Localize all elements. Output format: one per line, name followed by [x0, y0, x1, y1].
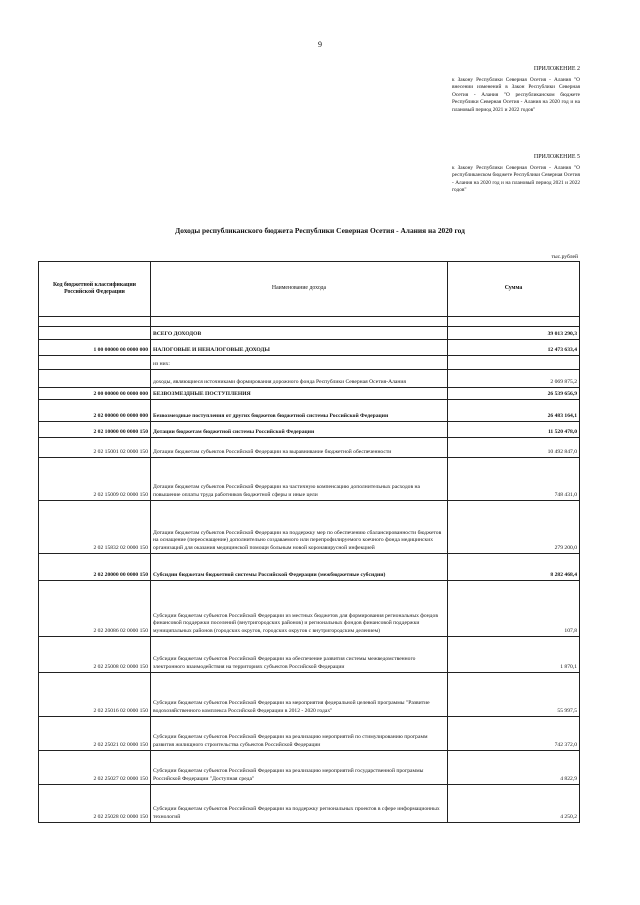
- appendix-2-title: ПРИЛОЖЕНИЕ 2: [533, 66, 580, 72]
- table-row: 2 00 00000 00 0000 000 БЕЗВОЗМЕЗДНЫЕ ПОСТУПЛЕНИЯ 26 539 656,9: [39, 388, 580, 400]
- appendix-5: [452, 154, 580, 195]
- header-code: Код бюджетной классификации Российской Федерации: [39, 262, 151, 317]
- table-row: 2 02 25016 02 0000 150 Субсидии бюджетам субъектов Российской Федерации на мероприятия федеральной целевой программы "Развитие водохозяйственного комплекса Российской Федерации в 2012 - 2020 годах" 55 997,5: [39, 673, 580, 717]
- appendix-2-text: к Закону Республики Северная Осетия - Алания "О внесении изменений в Закон Республики Северная Осетия - Алания "О республиканском бюджете Республики Северная Осетия - Алания на 2020 год и на плановый период 2021 и 2022 годов": [452, 76, 580, 113]
- spacer-row: [39, 317, 580, 327]
- table-row: 2 02 00000 00 0000 000 Безвозмездные поступления от других бюджетов бюджетной системы Российской Федерации 26 483 164,1: [39, 400, 580, 422]
- table-row: 2 02 25008 02 0000 150 Субсидии бюджетам субъектов Российской Федерации на обеспечение развития системы межведомственного электронного взаимодействия на территориях субъектов Российской Федерации 1 870,1: [39, 637, 580, 673]
- table-row: 2 02 15832 02 0000 150 Дотации бюджетам субъектов Российской Федерации на поддержку мер по обеспечению сбалансированности бюджетов на оснащение (переоснащение) дополнительно создаваемого или перепрофилируемого коечного фонда медицинских организаций для оказания медицинской помощи больным новой коронавирусной инфекцией 279 200,0: [39, 501, 580, 554]
- table-row: доходы, являющиеся источниками формирования дорожного фонда Республики Северная Осетия-Алания 2 069 875,2: [39, 370, 580, 388]
- appendix-5-title: ПРИЛОЖЕНИЕ 5: [533, 154, 580, 160]
- table-row: из них:: [39, 356, 580, 370]
- table-row: 2 02 25028 02 0000 150 Субсидии бюджетам субъектов Российской Федерации на поддержку региональных проектов в сфере информационных технологий 4 250,2: [39, 785, 580, 823]
- table-row: 2 02 15009 02 0000 150 Дотации бюджетам субъектов Российской Федерации на частичную компенсацию дополнительных расходов на повышение оплаты труда работников бюджетной сферы и иные цели 748 431,0: [39, 458, 580, 501]
- table-header-row: [39, 262, 580, 317]
- table-row: 2 02 15001 02 0000 150 Дотации бюджетам субъектов Российской Федерации на выравнивание бюджетной обеспеченности 10 492 847,0: [39, 438, 580, 458]
- table-row: 2 02 20000 00 0000 150 Субсидии бюджетам бюджетной системы Российской Федерации (межбюджетные субсидии) 8 282 468,4: [39, 554, 580, 581]
- table-row: 2 02 25021 02 0000 150 Субсидии бюджетам субъектов Российской Федерации на реализацию мероприятий по стимулированию программ развития жилищного строительства субъектов Российской Федерации 742 372,0: [39, 717, 580, 751]
- document-title: Доходы республиканского бюджета Республики Северная Осетия - Алания на 2020 год: [175, 226, 465, 235]
- income-table: [38, 261, 580, 823]
- table-row: 2 02 10000 00 0000 150 Дотации бюджетам бюджетной системы Российской Федерации 11 520 478,0: [39, 422, 580, 438]
- header-name: Наименование дохода: [151, 262, 448, 317]
- units-label: тыс.рублей: [551, 254, 578, 260]
- appendix-2: [452, 66, 580, 115]
- table-row: 1 00 00000 00 0000 000 НАЛОГОВЫЕ И НЕНАЛОГОВЫЕ ДОХОДЫ 12 473 633,4: [39, 340, 580, 356]
- table-row: 2 02 20086 02 0000 150 Субсидии бюджетам субъектов Российской Федерации из местных бюджетов для формирования региональных фондов финансовой поддержки поселений (внутригородских районов) и региональных фондов финансовой поддержки муниципальных районов (городских округов, городских округов с внутригородским делением) 107,8: [39, 581, 580, 637]
- header-sum: Сумма: [448, 262, 580, 317]
- table-row: ВСЕГО ДОХОДОВ 39 013 290,3: [39, 327, 580, 340]
- table-row: 2 02 25027 02 0000 150 Субсидии бюджетам субъектов Российской Федерации на реализацию мероприятий государственной программы Российской Федерации "Доступная среда" 4 822,9: [39, 751, 580, 785]
- page-number: 9: [318, 40, 322, 49]
- appendix-5-text: к Закону Республики Северная Осетия - Алания "О республиканском бюджете Республики Северная Осетия - Алания на 2020 год и на плановый период 2021 и 2022 годов": [452, 164, 580, 194]
